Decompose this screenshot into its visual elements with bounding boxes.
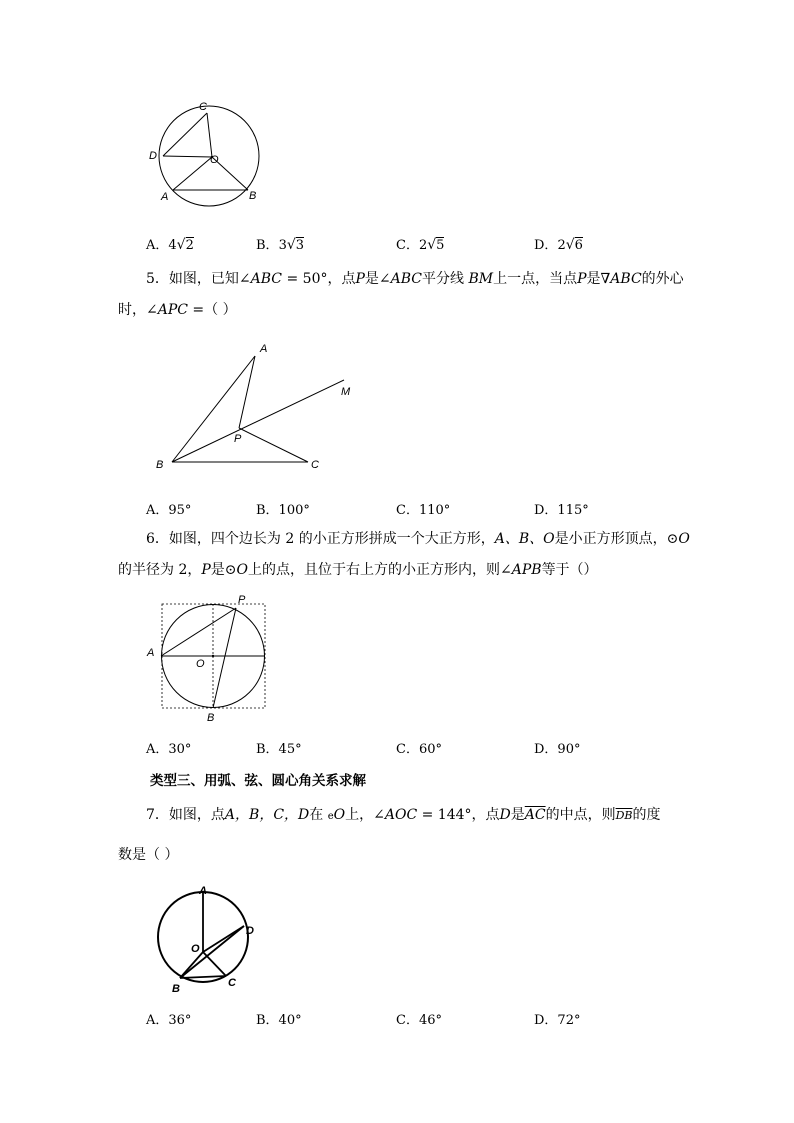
label-b: B bbox=[156, 459, 164, 471]
q4-option-a: A．4√2 bbox=[146, 237, 194, 253]
label-o: O bbox=[210, 154, 219, 166]
q6-question-line1: 6．如图，四个边长为 2 的小正方形拼成一个大正方形，A、B、O是小正方形顶点，⊙O bbox=[146, 531, 690, 547]
figure-q7-circle bbox=[150, 882, 270, 997]
q7-option-a: A．36° bbox=[146, 1013, 192, 1028]
label-a: A bbox=[161, 191, 169, 203]
q5-option-c: C．110° bbox=[396, 503, 451, 518]
figure-q4-circle bbox=[140, 95, 270, 220]
label-d: D bbox=[246, 925, 254, 937]
q7-option-d: D．72° bbox=[534, 1013, 581, 1028]
q7-option-c: C．46° bbox=[396, 1013, 442, 1028]
q5-option-d: D．115° bbox=[534, 503, 589, 518]
label-a: A bbox=[147, 647, 155, 659]
label-a: A bbox=[199, 885, 207, 897]
q6-option-d: D．90° bbox=[534, 742, 581, 757]
q7-question-line2: 数是（ ） bbox=[118, 847, 179, 863]
q6-option-b: B．45° bbox=[256, 742, 302, 757]
label-b: B bbox=[172, 983, 180, 995]
label-b: B bbox=[207, 712, 215, 724]
q5-option-b: B．100° bbox=[256, 503, 310, 518]
label-b: B bbox=[249, 190, 257, 202]
q5-option-a: A．95° bbox=[146, 503, 192, 518]
label-c: C bbox=[228, 977, 236, 989]
q5-question-line1: 5．如图，已知∠ABC = 50°，点P是∠ABC平分线 BM上一点，当点P是∇ABC的外心 bbox=[146, 271, 684, 287]
q6-question-line2: 的半径为 2，P是⊙O上的点，且位于右上方的小正方形内，则∠APB等于（） bbox=[118, 562, 598, 578]
label-m: M bbox=[341, 386, 351, 398]
q7-question-line1: 7．如图，点A，B，C，D在 eO上，∠AOC = 144°，点D是$\overline{AC}$的中点，则$\overline{DB}$的度 bbox=[146, 807, 661, 823]
q6-option-a: A．30° bbox=[146, 742, 192, 757]
label-c: C bbox=[311, 459, 319, 471]
q4-option-c: C．2√5 bbox=[396, 237, 445, 253]
q5-question-line2: 时，∠APC =（ ） bbox=[118, 302, 237, 318]
label-c: C bbox=[199, 101, 207, 113]
q4-option-b: B．3√3 bbox=[256, 237, 305, 253]
q7-option-b: B．40° bbox=[256, 1013, 302, 1028]
label-p: P bbox=[238, 594, 246, 606]
section-heading: 类型三、用弧、弦、圆心角关系求解 bbox=[150, 773, 366, 789]
label-o: O bbox=[191, 943, 200, 955]
q4-option-d: D．2√6 bbox=[534, 237, 583, 253]
figure-q5-triangle bbox=[145, 338, 365, 478]
label-a: A bbox=[260, 343, 268, 355]
q6-option-c: C．60° bbox=[396, 742, 442, 757]
label-d: D bbox=[149, 150, 157, 162]
figure-q6-squares-circle bbox=[140, 590, 275, 725]
label-o: O bbox=[196, 658, 205, 670]
label-p: P bbox=[234, 433, 242, 445]
